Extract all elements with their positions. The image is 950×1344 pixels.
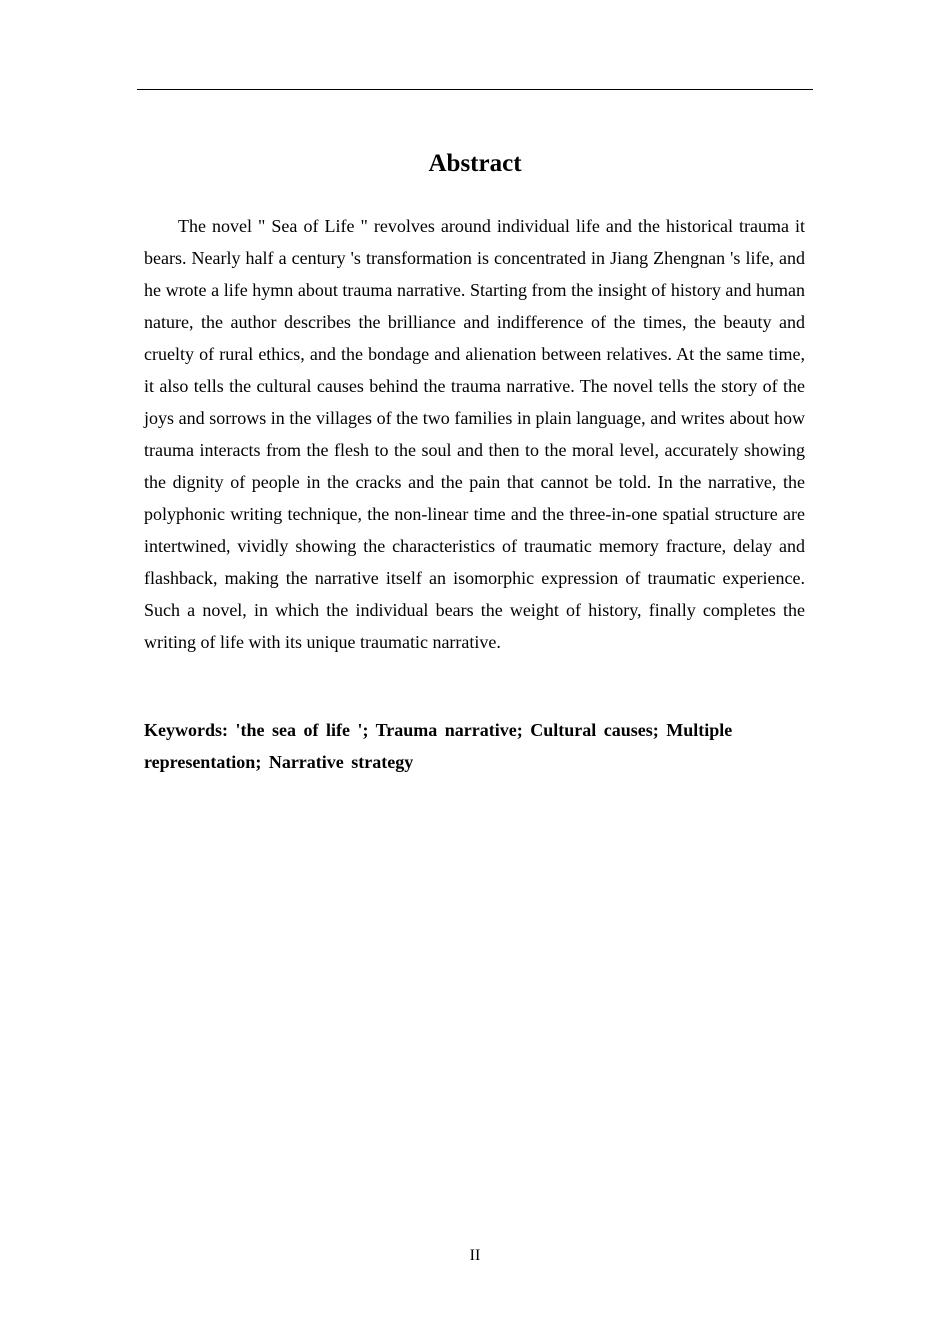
header-rule xyxy=(137,89,813,90)
page-number: II xyxy=(469,1247,481,1264)
keywords-line: Keywords: 'the sea of life '; Trauma narrative; Cultural causes; Multiple representation; Narrative strategy xyxy=(144,720,733,772)
abstract-paragraph: The novel " Sea of Life " revolves around individual life and the historical trauma it bears. Nearly half a century 's transformation is concentrated in Jiang Zhengnan 's life, and he wrote a life hymn about trauma narrative. Starting from the insight of history and human nature, the author describes the brilliance and indifference of the times, the beauty and cruelty of rural ethics, and the bondage and alienation between relatives. At the same time, it also tells the cultural causes behind the trauma narrative. The novel tells the story of the joys and sorrows in the villages of the two families in plain language, and writes about how trauma interacts from the flesh to the soul and then to the moral level, accurately showing the dignity of people in the cracks and the pain that cannot be told. In the narrative, the polyphonic writing technique, the non-linear time and the three-in-one spatial structure are intertwined, vividly showing the characteristics of traumatic memory fracture, delay and flashback, making the narrative itself an isomorphic expression of traumatic experience. Such a novel, in which the individual bears the weight of history, finally completes the writing of life with its unique traumatic narrative. xyxy=(144,216,805,652)
page-title: Abstract xyxy=(428,150,522,177)
